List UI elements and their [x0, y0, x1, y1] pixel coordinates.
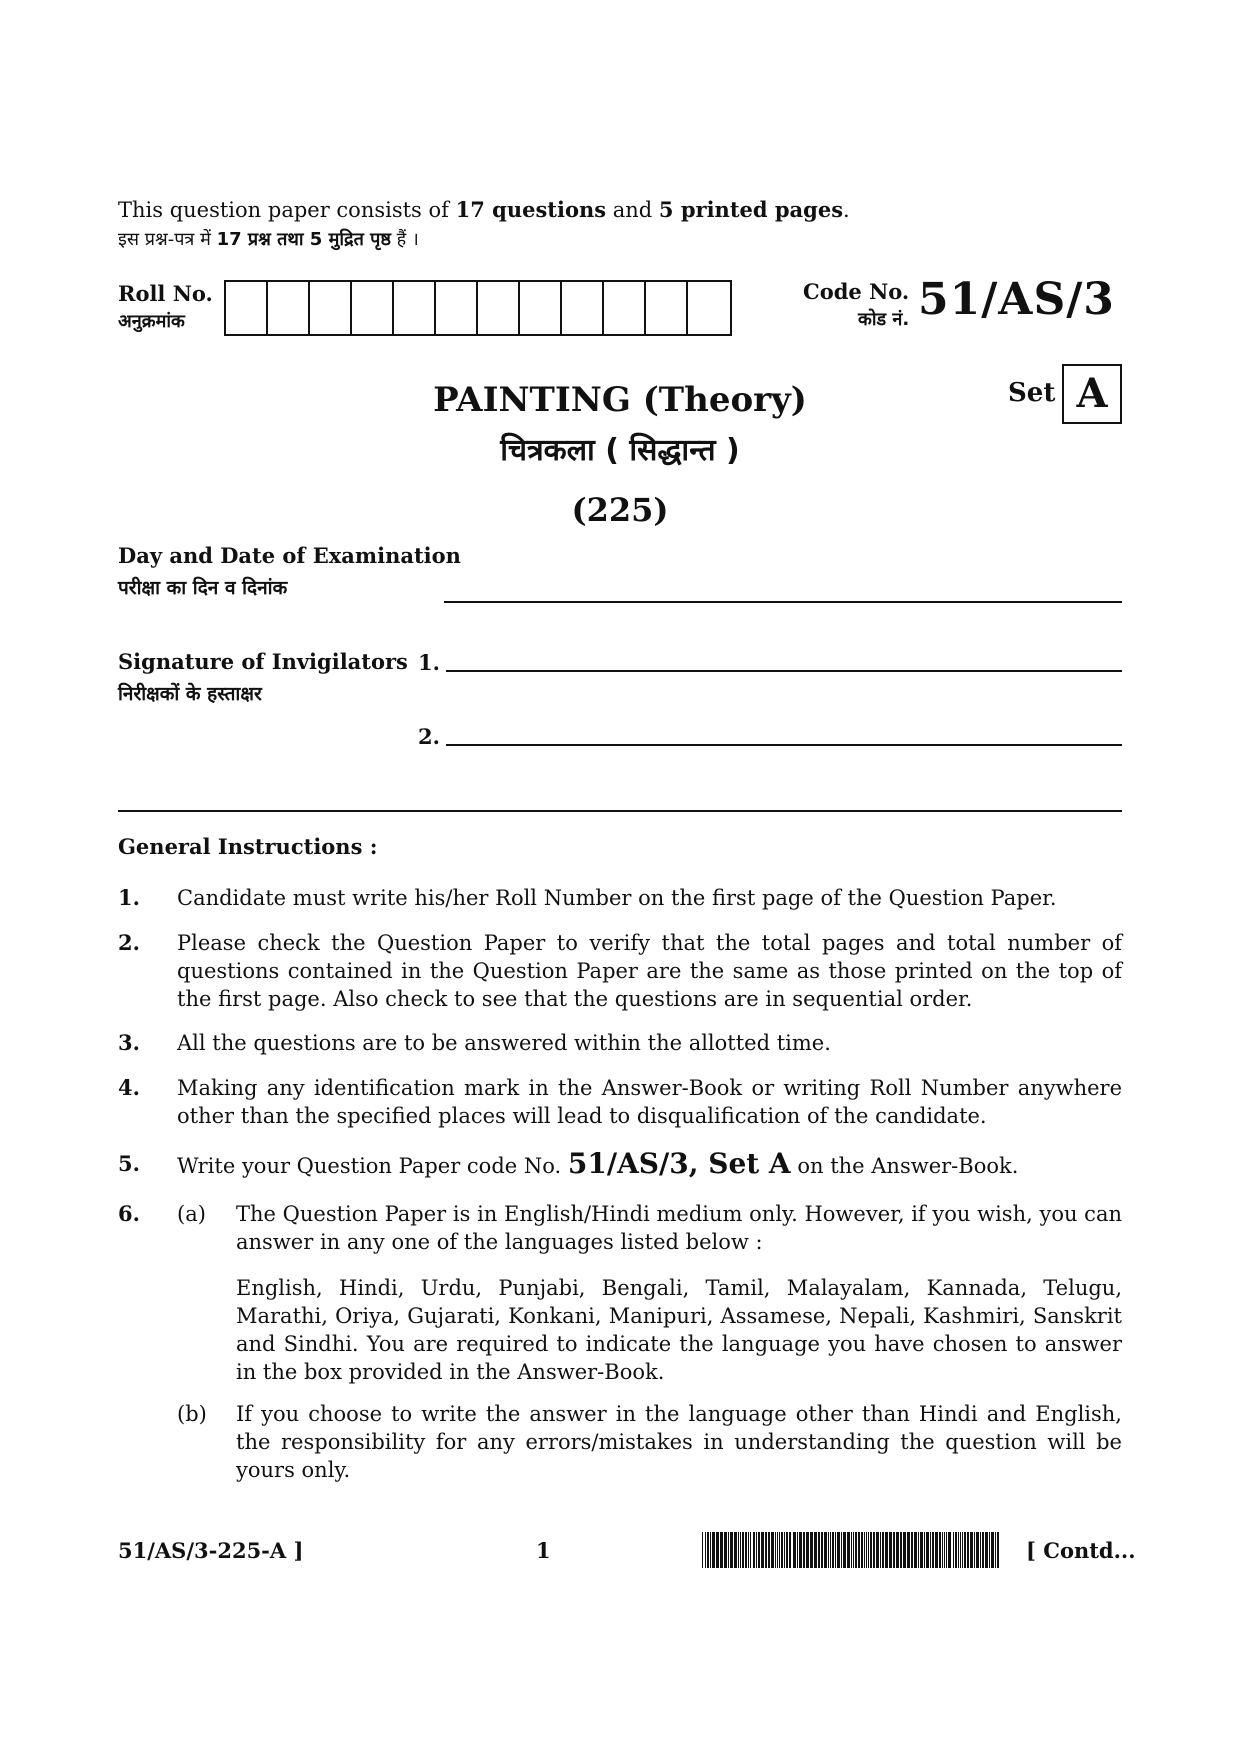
roll-number-box[interactable] — [646, 282, 688, 334]
instruction-item: 1. Candidate must write his/her Roll Number on the first page of the Question Paper. — [118, 885, 1057, 910]
general-instructions-title: General Instructions : — [118, 834, 378, 859]
continued-label: [ Contd... — [1026, 1538, 1136, 1563]
roll-number-box[interactable] — [226, 282, 268, 334]
code-number-label: Code No. कोड नं. — [803, 279, 910, 330]
instruction-item: (b) If you choose to write the answer in the language other than Hindi and English, the responsibility for any errors/mistakes in understanding the question will be yours only. — [177, 1402, 1122, 1482]
invigilator-2-line[interactable] — [446, 744, 1122, 746]
roll-number-box[interactable] — [562, 282, 604, 334]
instruction-item: 5. Write your Question Paper code No. 51/AS/3, Set A on the Answer-Book. — [118, 1147, 1019, 1180]
roll-number-box[interactable] — [352, 282, 394, 334]
roll-number-box[interactable] — [436, 282, 478, 334]
exam-date-line[interactable] — [444, 601, 1122, 603]
title-hindi: चित्रकला ( सिद्धान्त ) — [500, 433, 740, 468]
barcode-icon — [702, 1532, 1002, 1568]
roll-number-boxes[interactable] — [224, 280, 732, 336]
roll-number-box[interactable] — [688, 282, 730, 334]
exam-date-label: Day and Date of Examination परीक्षा का दिन व दिनांक — [118, 543, 461, 599]
roll-number-label: Roll No. अनुक्रमांक — [118, 281, 213, 332]
section-divider — [118, 810, 1122, 812]
instruction-item: 3. All the questions are to be answered within the allotted time. — [118, 1030, 831, 1055]
footer-paper-code: 51/AS/3-225-A ] — [118, 1538, 304, 1563]
code-number-value: 51/AS/3 — [918, 274, 1115, 325]
set-value: A — [1062, 364, 1122, 424]
roll-number-box[interactable] — [520, 282, 562, 334]
paper-info — [118, 196, 1118, 254]
invigilator-1-line[interactable] — [446, 670, 1122, 672]
paper-info-hi: इस प्रश्न-पत्र में 17 प्रश्न तथा 5 मुद्रित पृष्ठ हैं । — [118, 229, 419, 250]
roll-number-box[interactable] — [478, 282, 520, 334]
roll-number-box[interactable] — [394, 282, 436, 334]
page-number: 1 — [536, 1538, 551, 1563]
roll-number-box[interactable] — [268, 282, 310, 334]
instruction-item: 4. Making any identification mark in the Answer-Book or writing Roll Number anywhere other than the specified places will lead to disqualification of the candidate. — [118, 1075, 1122, 1128]
paper-info-en: This question paper consists of 17 questions and 5 printed pages. — [118, 197, 850, 222]
title-block — [380, 378, 860, 532]
subject-code: (225) — [571, 491, 669, 529]
instruction-item: 6. (a) The Question Paper is in English/Hindi medium only. However, if you wish, you can answer in any one of the languages listed below : English, Hindi, Urdu, Punjabi, Bengali, Tamil, Malayalam, Kannada, Telugu, Marathi, Oriya, Gujarati, Konkani, Manipuri, Assamese, Nepali, Kashmiri, Sanskrit and Sindhi. You are required to indicate the language you have chosen to answer in the box provided in the Answer-Book. — [118, 1201, 1122, 1384]
invigilator-1-number: 1. — [418, 650, 440, 675]
set-label: Set — [1008, 378, 1056, 408]
title-english: PAINTING (Theory) — [433, 380, 807, 420]
instruction-item: 2. Please check the Question Paper to verify that the total pages and total number of questions contained in the Question Paper are the same as those printed on the top of the first page. Also check to see that the questions are in sequential order. — [118, 930, 1122, 1011]
invigilator-signature-label: Signature of Invigilators निरीक्षकों के हस्ताक्षर — [118, 649, 408, 705]
roll-number-box[interactable] — [604, 282, 646, 334]
roll-number-box[interactable] — [310, 282, 352, 334]
invigilator-2-number: 2. — [418, 724, 440, 749]
